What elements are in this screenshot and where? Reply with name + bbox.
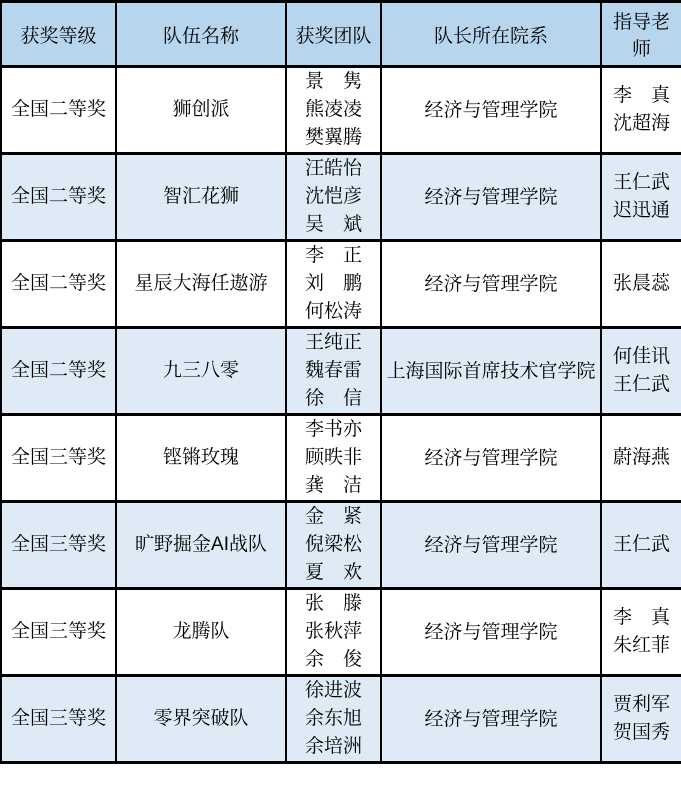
team-name-cell: 九三八零 xyxy=(116,328,286,415)
award-level-cell: 全国二等奖 xyxy=(1,241,116,328)
member-name: 刘 鹏 xyxy=(304,273,362,294)
team-name-cell: 龙腾队 xyxy=(116,589,286,676)
advisor-name: 迟迅通 xyxy=(612,200,670,221)
table-row xyxy=(1,328,681,415)
captain-department-cell: 经济与管理学院 xyxy=(381,67,601,154)
table-body xyxy=(1,67,681,763)
member-name: 金 紧 xyxy=(304,506,362,527)
award-team-members-cell xyxy=(286,676,381,763)
table-row xyxy=(1,589,681,676)
advisor-cell xyxy=(601,241,681,328)
member-name: 何松涛 xyxy=(304,301,362,322)
advisor-name: 贾利军 xyxy=(612,694,670,715)
member-name: 熊凌凌 xyxy=(304,99,362,120)
award-team-members-cell xyxy=(286,415,381,502)
table-row xyxy=(1,241,681,328)
column-header-award-level: 获奖等级 xyxy=(1,2,116,67)
advisor-name: 朱红菲 xyxy=(612,635,670,656)
advisor-cell xyxy=(601,676,681,763)
team-name-cell: 星辰大海任遨游 xyxy=(116,241,286,328)
award-level-cell: 全国三等奖 xyxy=(1,676,116,763)
advisor-cell xyxy=(601,502,681,589)
table-row xyxy=(1,415,681,502)
column-header-advisor: 指导老师 xyxy=(601,2,681,67)
award-team-members-cell xyxy=(286,328,381,415)
captain-department-cell: 经济与管理学院 xyxy=(381,502,601,589)
member-name: 李 正 xyxy=(304,245,362,266)
advisor-cell xyxy=(601,154,681,241)
member-name: 魏春雷 xyxy=(304,360,362,381)
column-header-team-name: 队伍名称 xyxy=(116,2,286,67)
advisor-name: 王仁武 xyxy=(612,172,670,193)
member-name: 景 隽 xyxy=(304,71,362,92)
advisor-name: 贺国秀 xyxy=(612,722,670,743)
award-level-cell: 全国三等奖 xyxy=(1,502,116,589)
member-name: 倪梁松 xyxy=(304,534,362,555)
member-name: 王纯正 xyxy=(304,332,362,353)
table-row xyxy=(1,502,681,589)
award-team-members-cell xyxy=(286,589,381,676)
member-name: 汪皓怡 xyxy=(304,158,362,179)
captain-department-cell: 经济与管理学院 xyxy=(381,676,601,763)
member-name: 余 俊 xyxy=(304,649,362,670)
advisor-name: 张晨蕊 xyxy=(612,273,670,294)
advisor-name: 李 真 xyxy=(612,607,670,628)
advisor-name: 王仁武 xyxy=(612,374,670,395)
table-row xyxy=(1,154,681,241)
member-name: 余东旭 xyxy=(304,708,362,729)
member-name: 吴 斌 xyxy=(304,214,362,235)
captain-department-cell: 经济与管理学院 xyxy=(381,241,601,328)
award-level-cell: 全国三等奖 xyxy=(1,589,116,676)
award-team-members-cell xyxy=(286,241,381,328)
member-name: 龚 洁 xyxy=(304,475,362,496)
award-team-members-cell xyxy=(286,67,381,154)
advisor-cell xyxy=(601,415,681,502)
member-name: 夏 欢 xyxy=(304,562,362,583)
member-name: 沈恺彦 xyxy=(304,186,362,207)
award-level-cell: 全国三等奖 xyxy=(1,415,116,502)
team-name-cell: 智汇花狮 xyxy=(116,154,286,241)
award-level-cell: 全国二等奖 xyxy=(1,328,116,415)
member-name: 张秋萍 xyxy=(304,621,362,642)
advisor-name: 沈超海 xyxy=(612,113,670,134)
team-name-cell: 旷野掘金AI战队 xyxy=(116,502,286,589)
member-name: 徐进波 xyxy=(304,680,362,701)
member-name: 余培洲 xyxy=(304,736,362,757)
captain-department-cell: 经济与管理学院 xyxy=(381,154,601,241)
award-team-members-cell xyxy=(286,502,381,589)
advisor-name: 王仁武 xyxy=(612,534,670,555)
member-name: 徐 信 xyxy=(304,388,362,409)
advisor-name: 李 真 xyxy=(612,85,670,106)
advisor-name: 何佳讯 xyxy=(612,346,670,367)
award-level-cell: 全国二等奖 xyxy=(1,67,116,154)
team-name-cell: 铿锵玫瑰 xyxy=(116,415,286,502)
advisor-cell xyxy=(601,328,681,415)
advisor-name: 蔚海燕 xyxy=(612,447,670,468)
table-row xyxy=(1,67,681,154)
award-team-members-cell xyxy=(286,154,381,241)
column-header-captain-department: 队长所在院系 xyxy=(381,2,601,67)
team-name-cell: 狮创派 xyxy=(116,67,286,154)
advisor-cell xyxy=(601,589,681,676)
member-name: 李书亦 xyxy=(304,419,362,440)
column-header-award-team: 获奖团队 xyxy=(286,2,381,67)
table-header-row xyxy=(1,2,681,67)
captain-department-cell: 上海国际首席技术官学院 xyxy=(381,328,601,415)
table-row xyxy=(1,676,681,763)
member-name: 张 滕 xyxy=(304,593,362,614)
captain-department-cell: 经济与管理学院 xyxy=(381,415,601,502)
captain-department-cell: 经济与管理学院 xyxy=(381,589,601,676)
advisor-cell xyxy=(601,67,681,154)
member-name: 樊翼腾 xyxy=(304,127,362,148)
award-level-cell: 全国二等奖 xyxy=(1,154,116,241)
member-name: 顾昳非 xyxy=(304,447,362,468)
team-name-cell: 零界突破队 xyxy=(116,676,286,763)
